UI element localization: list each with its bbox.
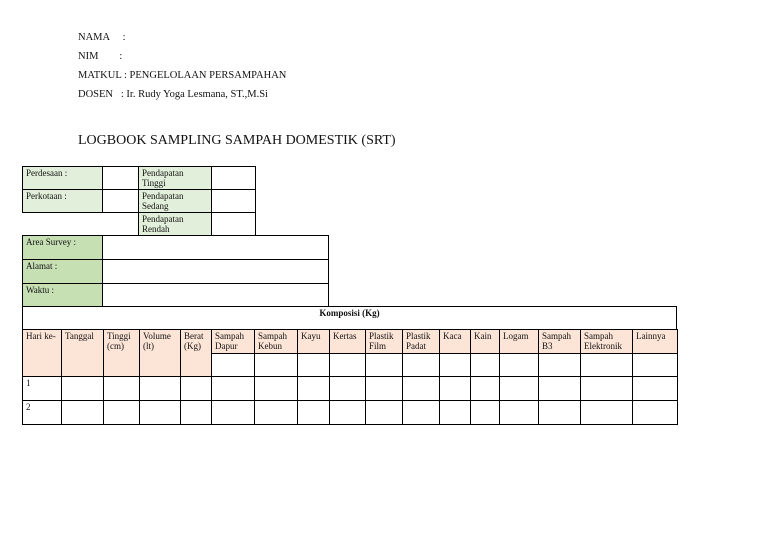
column-header: Plastik Padat bbox=[402, 329, 440, 354]
column-subheader-cell[interactable] bbox=[439, 353, 471, 377]
table-cell[interactable] bbox=[329, 376, 366, 401]
komposisi-header: Komposisi (Kg) bbox=[22, 306, 677, 330]
income-tinggi-label: Pendapatan Tinggi bbox=[138, 166, 212, 190]
income-tinggi-value[interactable] bbox=[211, 166, 256, 190]
table-cell[interactable] bbox=[632, 400, 678, 425]
table-cell[interactable] bbox=[180, 376, 212, 401]
table-cell[interactable] bbox=[180, 400, 212, 425]
column-header: Sampah B3 bbox=[538, 329, 581, 354]
table-cell[interactable] bbox=[402, 376, 440, 401]
table-cell[interactable] bbox=[103, 400, 140, 425]
alamat-value[interactable] bbox=[102, 259, 329, 284]
column-header: Sampah Kebun bbox=[254, 329, 298, 354]
table-cell[interactable] bbox=[365, 376, 403, 401]
column-subheader-cell[interactable] bbox=[499, 353, 539, 377]
column-header: Sampah Elektronik bbox=[580, 329, 633, 354]
column-subheader-cell[interactable] bbox=[402, 353, 440, 377]
column-header: Plastik Film bbox=[365, 329, 403, 354]
column-subheader-cell[interactable] bbox=[365, 353, 403, 377]
column-header: Berat (Kg) bbox=[180, 329, 212, 377]
column-header: Kaca bbox=[439, 329, 471, 354]
table-cell[interactable] bbox=[139, 376, 181, 401]
row-day-cell: 2 bbox=[22, 400, 62, 425]
perkotaan-value[interactable] bbox=[102, 189, 139, 213]
column-subheader-cell[interactable] bbox=[632, 353, 678, 377]
table-cell[interactable] bbox=[499, 400, 539, 425]
table-cell[interactable] bbox=[365, 400, 403, 425]
area-survey-label: Area Survey : bbox=[22, 235, 103, 260]
perdesaan-value[interactable] bbox=[102, 166, 139, 190]
area-survey-value[interactable] bbox=[102, 235, 329, 260]
table-cell[interactable] bbox=[254, 376, 298, 401]
column-header: Logam bbox=[499, 329, 539, 354]
row-day-cell: 1 bbox=[22, 376, 62, 401]
table-cell[interactable] bbox=[580, 376, 633, 401]
waktu-label: Waktu : bbox=[22, 283, 103, 307]
column-subheader-cell[interactable] bbox=[329, 353, 366, 377]
income-rendah-value[interactable] bbox=[211, 212, 256, 236]
column-subheader-cell[interactable] bbox=[470, 353, 500, 377]
table-cell[interactable] bbox=[211, 376, 255, 401]
column-subheader-cell[interactable] bbox=[580, 353, 633, 377]
income-sedang-value[interactable] bbox=[211, 189, 256, 213]
income-rendah-label: Pendapatan Rendah bbox=[138, 212, 212, 236]
table-cell[interactable] bbox=[439, 400, 471, 425]
table-cell[interactable] bbox=[329, 400, 366, 425]
table-cell[interactable] bbox=[254, 400, 298, 425]
waktu-value[interactable] bbox=[102, 283, 329, 307]
table-cell[interactable] bbox=[470, 376, 500, 401]
column-header: Kain bbox=[470, 329, 500, 354]
table-cell[interactable] bbox=[211, 400, 255, 425]
table-cell[interactable] bbox=[538, 400, 581, 425]
table-cell[interactable] bbox=[470, 400, 500, 425]
column-subheader-cell[interactable] bbox=[254, 353, 298, 377]
column-header: Sampah Dapur bbox=[211, 329, 255, 354]
column-subheader-cell[interactable] bbox=[297, 353, 330, 377]
income-sedang-label: Pendapatan Sedang bbox=[138, 189, 212, 213]
table-cell[interactable] bbox=[538, 376, 581, 401]
perkotaan-label: Perkotaan : bbox=[22, 189, 103, 213]
alamat-label: Alamat : bbox=[22, 259, 103, 284]
field-nim: NIM : bbox=[78, 51, 123, 62]
table-cell[interactable] bbox=[139, 400, 181, 425]
column-header: Kayu bbox=[297, 329, 330, 354]
perdesaan-label: Perdesaan : bbox=[22, 166, 103, 190]
table-cell[interactable] bbox=[632, 376, 678, 401]
field-matkul: MATKUL : PENGELOLAAN PERSAMPAHAN bbox=[78, 70, 287, 81]
table-cell[interactable] bbox=[402, 400, 440, 425]
table-cell[interactable] bbox=[580, 400, 633, 425]
column-header: Tanggal bbox=[61, 329, 104, 377]
column-header: Lainnya bbox=[632, 329, 678, 354]
table-cell[interactable] bbox=[103, 376, 140, 401]
field-dosen: DOSEN : Ir. Rudy Yoga Lesmana, ST.,M.Si bbox=[78, 89, 268, 100]
table-cell[interactable] bbox=[61, 376, 104, 401]
column-header: Hari ke- bbox=[22, 329, 62, 377]
column-header: Kertas bbox=[329, 329, 366, 354]
page-title: LOGBOOK SAMPLING SAMPAH DOMESTIK (SRT) bbox=[78, 133, 396, 148]
table-cell[interactable] bbox=[61, 400, 104, 425]
table-cell[interactable] bbox=[499, 376, 539, 401]
table-cell[interactable] bbox=[439, 376, 471, 401]
column-header: Volume (lt) bbox=[139, 329, 181, 377]
field-nama: NAMA : bbox=[78, 32, 126, 43]
column-subheader-cell[interactable] bbox=[538, 353, 581, 377]
column-subheader-cell[interactable] bbox=[211, 353, 255, 377]
column-header: Tinggi (cm) bbox=[103, 329, 140, 377]
table-cell[interactable] bbox=[297, 400, 330, 425]
table-cell[interactable] bbox=[297, 376, 330, 401]
